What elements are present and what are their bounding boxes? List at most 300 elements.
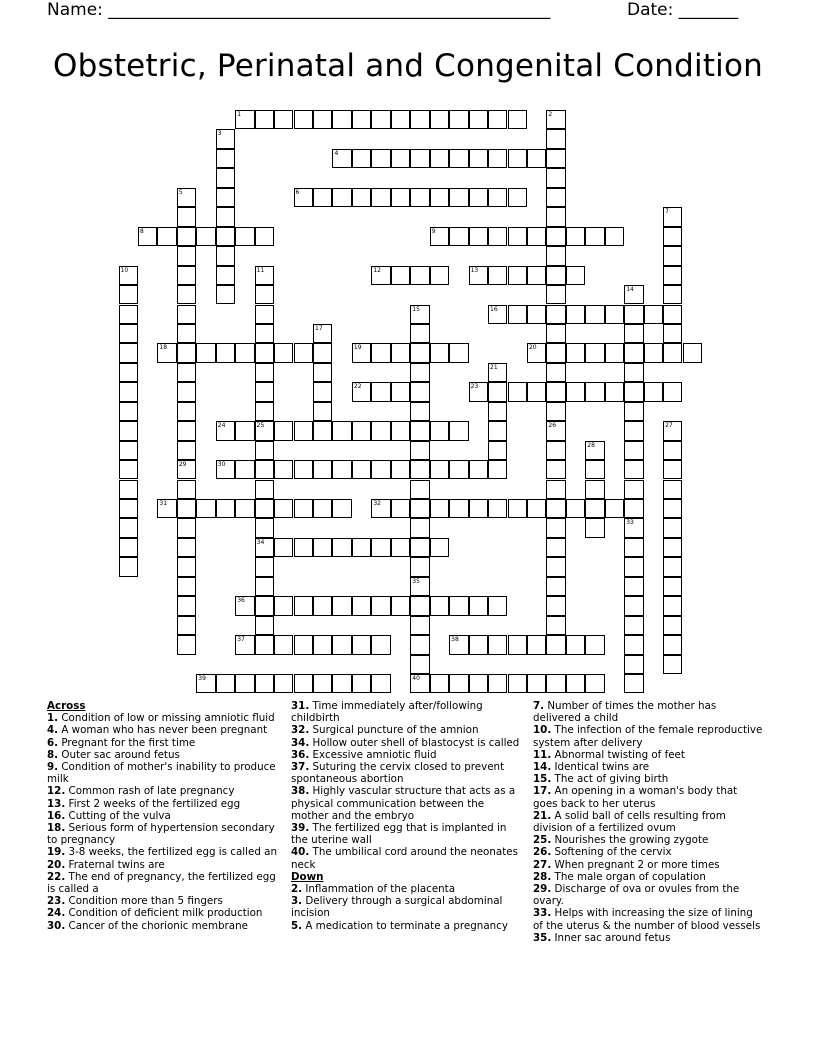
crossword-cell[interactable]: [410, 557, 429, 576]
crossword-cell[interactable]: [624, 616, 643, 635]
crossword-cell[interactable]: [566, 382, 585, 401]
crossword-cell[interactable]: [274, 460, 293, 479]
crossword-cell[interactable]: [430, 188, 449, 207]
crossword-cell[interactable]: [274, 110, 293, 129]
crossword-cell[interactable]: [430, 110, 449, 129]
crossword-cell[interactable]: [235, 343, 254, 362]
crossword-cell[interactable]: [508, 674, 527, 693]
crossword-cell[interactable]: [410, 674, 429, 693]
crossword-cell[interactable]: [527, 266, 546, 285]
crossword-cell[interactable]: [624, 305, 643, 324]
crossword-cell[interactable]: [527, 305, 546, 324]
crossword-cell[interactable]: [624, 402, 643, 421]
crossword-cell[interactable]: [410, 596, 429, 615]
crossword-cell[interactable]: [177, 324, 196, 343]
crossword-cell[interactable]: [410, 635, 429, 654]
crossword-cell[interactable]: [371, 460, 390, 479]
crossword-cell[interactable]: [430, 674, 449, 693]
crossword-cell[interactable]: [488, 188, 507, 207]
crossword-cell[interactable]: [546, 616, 565, 635]
crossword-cell[interactable]: [352, 635, 371, 654]
crossword-cell[interactable]: [585, 343, 604, 362]
crossword-cell[interactable]: [585, 635, 604, 654]
crossword-cell[interactable]: [196, 674, 215, 693]
crossword-cell[interactable]: [546, 266, 565, 285]
crossword-cell[interactable]: [508, 499, 527, 518]
crossword-cell[interactable]: [371, 538, 390, 557]
crossword-cell[interactable]: [585, 305, 604, 324]
crossword-cell[interactable]: [216, 343, 235, 362]
crossword-cell[interactable]: [488, 460, 507, 479]
crossword-cell[interactable]: [410, 518, 429, 537]
crossword-cell[interactable]: [527, 635, 546, 654]
crossword-cell[interactable]: [585, 518, 604, 537]
crossword-cell[interactable]: [352, 596, 371, 615]
crossword-cell[interactable]: [352, 674, 371, 693]
crossword-cell[interactable]: [644, 305, 663, 324]
crossword-cell[interactable]: [119, 266, 138, 285]
crossword-cell[interactable]: [449, 227, 468, 246]
crossword-cell[interactable]: [508, 382, 527, 401]
crossword-cell[interactable]: [274, 596, 293, 615]
crossword-cell[interactable]: [605, 305, 624, 324]
crossword-cell[interactable]: [430, 421, 449, 440]
crossword-cell[interactable]: [663, 246, 682, 265]
crossword-cell[interactable]: [546, 402, 565, 421]
crossword-cell[interactable]: [313, 343, 332, 362]
crossword-cell[interactable]: [216, 149, 235, 168]
crossword-cell[interactable]: [605, 499, 624, 518]
crossword-cell[interactable]: [391, 538, 410, 557]
crossword-cell[interactable]: [119, 363, 138, 382]
crossword-cell[interactable]: [177, 441, 196, 460]
crossword-cell[interactable]: [488, 635, 507, 654]
crossword-cell[interactable]: [216, 207, 235, 226]
crossword-cell[interactable]: [274, 343, 293, 362]
crossword-cell[interactable]: [216, 499, 235, 518]
crossword-cell[interactable]: [255, 499, 274, 518]
crossword-cell[interactable]: [430, 596, 449, 615]
crossword-cell[interactable]: [546, 518, 565, 537]
crossword-cell[interactable]: [313, 674, 332, 693]
crossword-cell[interactable]: [177, 285, 196, 304]
crossword-cell[interactable]: [566, 305, 585, 324]
crossword-cell[interactable]: [332, 460, 351, 479]
crossword-cell[interactable]: [294, 538, 313, 557]
crossword-cell[interactable]: [663, 577, 682, 596]
crossword-cell[interactable]: [235, 460, 254, 479]
crossword-cell[interactable]: [119, 538, 138, 557]
crossword-cell[interactable]: [177, 227, 196, 246]
crossword-cell[interactable]: [546, 441, 565, 460]
crossword-cell[interactable]: [585, 499, 604, 518]
crossword-cell[interactable]: [546, 285, 565, 304]
crossword-cell[interactable]: [410, 480, 429, 499]
crossword-cell[interactable]: [469, 227, 488, 246]
crossword-cell[interactable]: [624, 382, 643, 401]
crossword-cell[interactable]: [391, 343, 410, 362]
crossword-cell[interactable]: [255, 616, 274, 635]
crossword-cell[interactable]: [546, 129, 565, 148]
crossword-cell[interactable]: [255, 363, 274, 382]
crossword-cell[interactable]: [488, 382, 507, 401]
crossword-cell[interactable]: [430, 538, 449, 557]
crossword-cell[interactable]: [294, 460, 313, 479]
crossword-cell[interactable]: [255, 635, 274, 654]
crossword-cell[interactable]: [332, 110, 351, 129]
crossword-cell[interactable]: [391, 499, 410, 518]
crossword-cell[interactable]: [371, 149, 390, 168]
crossword-cell[interactable]: [527, 343, 546, 362]
crossword-cell[interactable]: [566, 499, 585, 518]
crossword-cell[interactable]: [274, 499, 293, 518]
crossword-cell[interactable]: [410, 616, 429, 635]
crossword-cell[interactable]: [508, 305, 527, 324]
crossword-cell[interactable]: [449, 421, 468, 440]
crossword-cell[interactable]: [410, 655, 429, 674]
crossword-cell[interactable]: [216, 421, 235, 440]
crossword-cell[interactable]: [624, 577, 643, 596]
crossword-cell[interactable]: [313, 402, 332, 421]
crossword-cell[interactable]: [546, 674, 565, 693]
crossword-cell[interactable]: [410, 577, 429, 596]
crossword-cell[interactable]: [410, 110, 429, 129]
crossword-cell[interactable]: [546, 343, 565, 362]
crossword-cell[interactable]: [469, 499, 488, 518]
crossword-cell[interactable]: [449, 343, 468, 362]
crossword-cell[interactable]: [644, 382, 663, 401]
crossword-cell[interactable]: [119, 480, 138, 499]
crossword-cell[interactable]: [449, 149, 468, 168]
crossword-cell[interactable]: [410, 188, 429, 207]
crossword-cell[interactable]: [546, 149, 565, 168]
crossword-cell[interactable]: [449, 460, 468, 479]
crossword-cell[interactable]: [410, 421, 429, 440]
crossword-cell[interactable]: [624, 460, 643, 479]
crossword-cell[interactable]: [371, 110, 390, 129]
crossword-cell[interactable]: [313, 188, 332, 207]
crossword-cell[interactable]: [371, 674, 390, 693]
crossword-cell[interactable]: [196, 227, 215, 246]
crossword-cell[interactable]: [663, 499, 682, 518]
crossword-cell[interactable]: [566, 674, 585, 693]
crossword-cell[interactable]: [177, 557, 196, 576]
crossword-cell[interactable]: [585, 480, 604, 499]
crossword-cell[interactable]: [469, 460, 488, 479]
crossword-cell[interactable]: [488, 305, 507, 324]
crossword-cell[interactable]: [332, 596, 351, 615]
crossword-cell[interactable]: [605, 382, 624, 401]
crossword-cell[interactable]: [119, 382, 138, 401]
crossword-cell[interactable]: [177, 596, 196, 615]
crossword-cell[interactable]: [294, 188, 313, 207]
crossword-cell[interactable]: [663, 596, 682, 615]
crossword-cell[interactable]: [391, 266, 410, 285]
crossword-cell[interactable]: [508, 149, 527, 168]
crossword-cell[interactable]: [177, 343, 196, 362]
crossword-cell[interactable]: [488, 227, 507, 246]
crossword-cell[interactable]: [585, 460, 604, 479]
crossword-cell[interactable]: [663, 616, 682, 635]
crossword-cell[interactable]: [430, 499, 449, 518]
crossword-cell[interactable]: [449, 674, 468, 693]
crossword-cell[interactable]: [410, 149, 429, 168]
crossword-cell[interactable]: [663, 635, 682, 654]
crossword-cell[interactable]: [138, 227, 157, 246]
crossword-cell[interactable]: [488, 499, 507, 518]
crossword-cell[interactable]: [469, 266, 488, 285]
crossword-cell[interactable]: [585, 382, 604, 401]
crossword-cell[interactable]: [585, 227, 604, 246]
crossword-cell[interactable]: [371, 188, 390, 207]
crossword-cell[interactable]: [546, 324, 565, 343]
crossword-cell[interactable]: [332, 188, 351, 207]
crossword-cell[interactable]: [352, 110, 371, 129]
crossword-cell[interactable]: [410, 363, 429, 382]
crossword-cell[interactable]: [605, 343, 624, 362]
crossword-cell[interactable]: [371, 499, 390, 518]
crossword-cell[interactable]: [391, 188, 410, 207]
crossword-cell[interactable]: [488, 402, 507, 421]
crossword-cell[interactable]: [235, 499, 254, 518]
crossword-cell[interactable]: [177, 246, 196, 265]
crossword-cell[interactable]: [546, 207, 565, 226]
crossword-cell[interactable]: [624, 441, 643, 460]
crossword-cell[interactable]: [352, 538, 371, 557]
crossword-cell[interactable]: [216, 674, 235, 693]
crossword-cell[interactable]: [546, 246, 565, 265]
crossword-cell[interactable]: [255, 110, 274, 129]
crossword-cell[interactable]: [332, 499, 351, 518]
crossword-cell[interactable]: [294, 110, 313, 129]
crossword-cell[interactable]: [546, 110, 565, 129]
crossword-cell[interactable]: [663, 343, 682, 362]
crossword-cell[interactable]: [313, 538, 332, 557]
crossword-cell[interactable]: [449, 188, 468, 207]
crossword-cell[interactable]: [294, 343, 313, 362]
crossword-cell[interactable]: [644, 343, 663, 362]
crossword-cell[interactable]: [430, 266, 449, 285]
crossword-cell[interactable]: [527, 674, 546, 693]
crossword-cell[interactable]: [255, 577, 274, 596]
crossword-cell[interactable]: [119, 518, 138, 537]
crossword-cell[interactable]: [391, 149, 410, 168]
crossword-cell[interactable]: [119, 557, 138, 576]
crossword-cell[interactable]: [391, 596, 410, 615]
crossword-cell[interactable]: [196, 499, 215, 518]
crossword-cell[interactable]: [683, 343, 702, 362]
crossword-cell[interactable]: [216, 129, 235, 148]
crossword-cell[interactable]: [216, 188, 235, 207]
crossword-cell[interactable]: [313, 596, 332, 615]
crossword-cell[interactable]: [430, 343, 449, 362]
crossword-cell[interactable]: [546, 227, 565, 246]
crossword-cell[interactable]: [566, 635, 585, 654]
crossword-cell[interactable]: [546, 460, 565, 479]
crossword-cell[interactable]: [294, 596, 313, 615]
crossword-cell[interactable]: [235, 227, 254, 246]
crossword-cell[interactable]: [255, 460, 274, 479]
crossword-cell[interactable]: [488, 596, 507, 615]
crossword-cell[interactable]: [157, 343, 176, 362]
crossword-cell[interactable]: [177, 577, 196, 596]
crossword-cell[interactable]: [488, 441, 507, 460]
crossword-cell[interactable]: [546, 168, 565, 187]
crossword-cell[interactable]: [294, 674, 313, 693]
crossword-cell[interactable]: [546, 635, 565, 654]
crossword-cell[interactable]: [410, 441, 429, 460]
crossword-cell[interactable]: [527, 149, 546, 168]
crossword-cell[interactable]: [294, 635, 313, 654]
crossword-cell[interactable]: [410, 305, 429, 324]
crossword-cell[interactable]: [391, 460, 410, 479]
crossword-cell[interactable]: [235, 635, 254, 654]
crossword-cell[interactable]: [157, 499, 176, 518]
crossword-cell[interactable]: [119, 343, 138, 362]
crossword-cell[interactable]: [313, 324, 332, 343]
crossword-cell[interactable]: [508, 635, 527, 654]
crossword-cell[interactable]: [663, 441, 682, 460]
crossword-cell[interactable]: [255, 674, 274, 693]
crossword-cell[interactable]: [624, 421, 643, 440]
crossword-cell[interactable]: [119, 499, 138, 518]
crossword-cell[interactable]: [488, 421, 507, 440]
crossword-cell[interactable]: [469, 674, 488, 693]
crossword-cell[interactable]: [235, 674, 254, 693]
crossword-cell[interactable]: [332, 635, 351, 654]
crossword-cell[interactable]: [177, 616, 196, 635]
crossword-cell[interactable]: [255, 343, 274, 362]
crossword-cell[interactable]: [177, 207, 196, 226]
crossword-cell[interactable]: [255, 480, 274, 499]
crossword-cell[interactable]: [255, 538, 274, 557]
crossword-cell[interactable]: [352, 343, 371, 362]
crossword-cell[interactable]: [624, 324, 643, 343]
crossword-cell[interactable]: [352, 421, 371, 440]
crossword-cell[interactable]: [235, 110, 254, 129]
crossword-cell[interactable]: [605, 227, 624, 246]
crossword-cell[interactable]: [430, 460, 449, 479]
crossword-cell[interactable]: [216, 266, 235, 285]
crossword-cell[interactable]: [332, 538, 351, 557]
crossword-cell[interactable]: [410, 538, 429, 557]
crossword-cell[interactable]: [216, 227, 235, 246]
crossword-cell[interactable]: [488, 363, 507, 382]
crossword-cell[interactable]: [469, 188, 488, 207]
crossword-cell[interactable]: [235, 421, 254, 440]
crossword-cell[interactable]: [177, 538, 196, 557]
crossword-cell[interactable]: [255, 227, 274, 246]
crossword-cell[interactable]: [119, 324, 138, 343]
crossword-cell[interactable]: [332, 674, 351, 693]
crossword-cell[interactable]: [663, 538, 682, 557]
crossword-cell[interactable]: [119, 421, 138, 440]
crossword-cell[interactable]: [371, 382, 390, 401]
crossword-cell[interactable]: [663, 207, 682, 226]
crossword-cell[interactable]: [255, 324, 274, 343]
crossword-cell[interactable]: [430, 149, 449, 168]
crossword-cell[interactable]: [624, 635, 643, 654]
crossword-cell[interactable]: [177, 382, 196, 401]
crossword-cell[interactable]: [546, 305, 565, 324]
crossword-cell[interactable]: [274, 538, 293, 557]
crossword-cell[interactable]: [663, 421, 682, 440]
crossword-cell[interactable]: [391, 110, 410, 129]
crossword-cell[interactable]: [410, 382, 429, 401]
crossword-cell[interactable]: [371, 421, 390, 440]
crossword-cell[interactable]: [469, 110, 488, 129]
crossword-cell[interactable]: [274, 635, 293, 654]
crossword-cell[interactable]: [469, 149, 488, 168]
crossword-cell[interactable]: [469, 382, 488, 401]
crossword-cell[interactable]: [216, 168, 235, 187]
crossword-cell[interactable]: [663, 460, 682, 479]
crossword-cell[interactable]: [449, 635, 468, 654]
crossword-cell[interactable]: [177, 421, 196, 440]
crossword-cell[interactable]: [546, 480, 565, 499]
crossword-cell[interactable]: [508, 266, 527, 285]
crossword-cell[interactable]: [255, 266, 274, 285]
crossword-cell[interactable]: [235, 596, 254, 615]
crossword-cell[interactable]: [352, 382, 371, 401]
crossword-cell[interactable]: [313, 110, 332, 129]
crossword-cell[interactable]: [255, 402, 274, 421]
crossword-cell[interactable]: [157, 227, 176, 246]
crossword-cell[interactable]: [352, 460, 371, 479]
crossword-cell[interactable]: [566, 266, 585, 285]
crossword-cell[interactable]: [624, 480, 643, 499]
crossword-cell[interactable]: [546, 421, 565, 440]
crossword-cell[interactable]: [663, 518, 682, 537]
crossword-cell[interactable]: [294, 421, 313, 440]
crossword-cell[interactable]: [255, 382, 274, 401]
crossword-cell[interactable]: [255, 441, 274, 460]
crossword-cell[interactable]: [585, 674, 604, 693]
crossword-cell[interactable]: [177, 635, 196, 654]
crossword-cell[interactable]: [177, 402, 196, 421]
crossword-cell[interactable]: [546, 557, 565, 576]
crossword-cell[interactable]: [488, 110, 507, 129]
crossword-cell[interactable]: [546, 188, 565, 207]
crossword-cell[interactable]: [663, 480, 682, 499]
crossword-cell[interactable]: [585, 441, 604, 460]
crossword-cell[interactable]: [663, 285, 682, 304]
crossword-cell[interactable]: [119, 441, 138, 460]
crossword-cell[interactable]: [216, 246, 235, 265]
crossword-cell[interactable]: [449, 110, 468, 129]
crossword-cell[interactable]: [624, 538, 643, 557]
crossword-cell[interactable]: [352, 188, 371, 207]
crossword-cell[interactable]: [177, 188, 196, 207]
crossword-cell[interactable]: [624, 363, 643, 382]
crossword-cell[interactable]: [546, 596, 565, 615]
crossword-cell[interactable]: [527, 227, 546, 246]
crossword-cell[interactable]: [332, 421, 351, 440]
crossword-cell[interactable]: [624, 596, 643, 615]
crossword-cell[interactable]: [177, 305, 196, 324]
crossword-cell[interactable]: [255, 305, 274, 324]
crossword-cell[interactable]: [527, 382, 546, 401]
crossword-cell[interactable]: [624, 557, 643, 576]
crossword-cell[interactable]: [274, 674, 293, 693]
crossword-cell[interactable]: [663, 324, 682, 343]
crossword-cell[interactable]: [663, 655, 682, 674]
crossword-cell[interactable]: [546, 538, 565, 557]
crossword-cell[interactable]: [177, 266, 196, 285]
crossword-cell[interactable]: [410, 343, 429, 362]
crossword-cell[interactable]: [119, 305, 138, 324]
crossword-cell[interactable]: [313, 635, 332, 654]
